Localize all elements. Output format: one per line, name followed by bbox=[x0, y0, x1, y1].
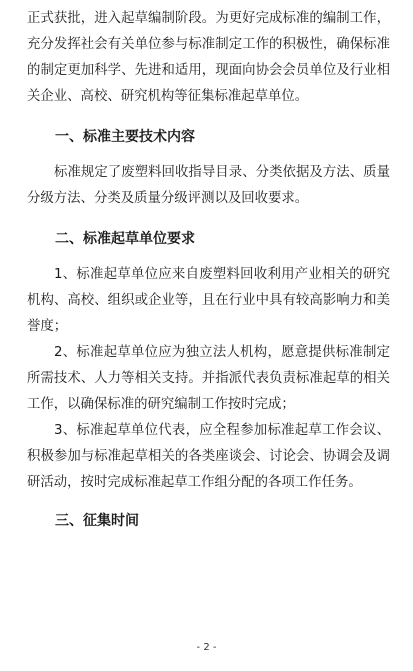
section-heading-drafting-unit-requirements: 二、标准起草单位要求 bbox=[55, 231, 195, 247]
spacer bbox=[27, 150, 390, 160]
section-heading-collection-time: 三、征集时间 bbox=[55, 513, 139, 529]
spacer bbox=[27, 252, 390, 262]
spacer bbox=[27, 496, 390, 508]
spacer bbox=[27, 212, 390, 226]
document-body bbox=[27, 6, 390, 534]
section-heading-technical-content: 一、标准主要技术内容 bbox=[55, 129, 195, 145]
technical-content-paragraph: 标准规定了废塑料回收指导目录、分类依据及方法、质量分级方法、分类及质量分级评测以及回收要求。 bbox=[27, 165, 390, 206]
requirement-item-3: 3、标准起草单位代表，应全程参加标准起草工作会议、积极参加与标准起草相关的各类座谈会、讨论会、协调会及调研活动，按时完成标准起草工作组分配的各项工作任务。 bbox=[27, 423, 390, 490]
page-number: - 2 - bbox=[196, 642, 217, 653]
spacer bbox=[27, 110, 390, 124]
requirement-item-2: 2、标准起草单位应为独立法人机构，愿意提供标准制定所需技术、人力等相关支持。并指派代表负责标准起草的相关工作，以确保标准的研究编制工作按时完成； bbox=[27, 345, 390, 412]
intro-paragraph: 正式获批，进入起草编制阶段。为更好完成标准的编制工作，充分发挥社会有关单位参与标准制定工作的积极性，确保标准的制定更加科学、先进和适用，现面向协会会员单位及行业相关企业、高校、研究机构等征集标准起草单位。 bbox=[27, 11, 390, 104]
requirement-item-1: 1、标准起草单位应来自废塑料回收利用产业相关的研究机构、高校、组织或企业等，且在行业中具有较高影响力和美誉度； bbox=[27, 267, 390, 334]
